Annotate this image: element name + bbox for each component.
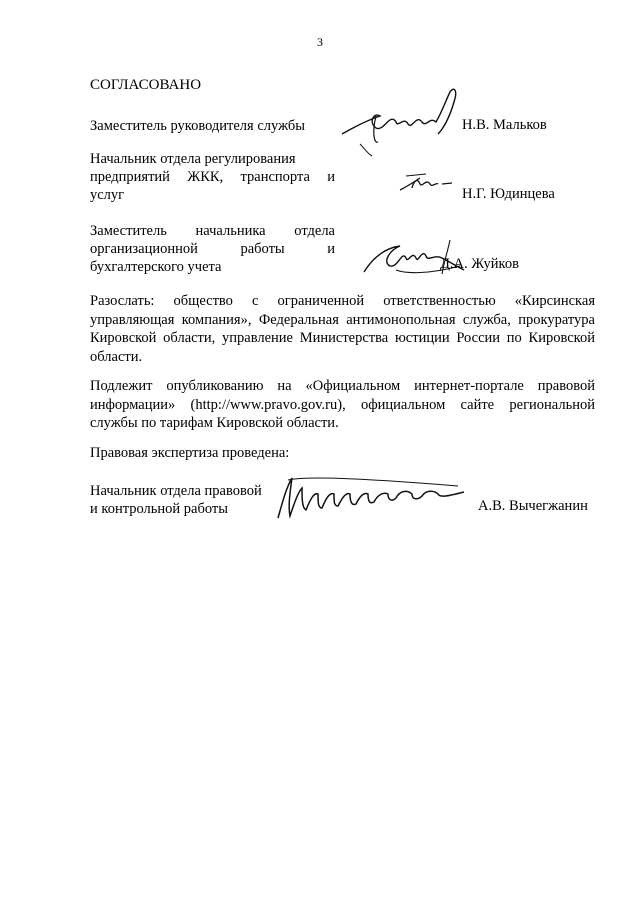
legal-signer-position: [90, 482, 262, 518]
page-number: 3: [317, 35, 323, 49]
approver-1-name: Н.В. Мальков: [462, 117, 547, 133]
legal-signer-position-line: Начальник отдела правовой: [90, 483, 262, 499]
approver-3-position-line: бухгалтерского учета: [90, 259, 222, 275]
approver-2-position-line: предприятий ЖКК, транспорта и: [90, 169, 335, 185]
approver-2-name: Н.Г. Юдинцева: [462, 186, 555, 202]
approver-2-position-line: Начальник отдела регулирования: [90, 151, 296, 167]
publication-paragraph: Подлежит опубликованию на «Официальном интернет-портале правовой информации» (http://www.pravo.gov.ru), официальном сайте региональной службы по тарифам Кировской области.: [90, 378, 595, 431]
approver-3-position: [90, 222, 335, 276]
approver-2-position: [90, 150, 335, 204]
approver-3-name: Д.А. Жуйков: [440, 256, 519, 272]
approver-3-position-line: организационной работы и: [90, 241, 335, 257]
legal-signer-name: А.В. Вычегжанин: [478, 498, 588, 514]
legal-signer-position-line: и контрольной работы: [90, 501, 228, 517]
signature-malkov: [338, 82, 468, 162]
agreed-heading: СОГЛАСОВАНО: [90, 77, 202, 93]
approver-2-position-line: услуг: [90, 187, 125, 203]
signature-vychegzhanin: [268, 470, 468, 525]
approver-1-position-line: Заместитель руководителя службы: [90, 118, 306, 134]
legal-review-note: Правовая экспертиза проведена:: [90, 445, 290, 461]
approver-1-position: [90, 117, 350, 135]
distribution-paragraph: Разослать: общество с ограниченной ответственностью «Кирсинская управляющая компания», Федеральная антимонопольная служба, прокуратура Кировской области, управление Министерства юстиции России по Кировской области.: [90, 293, 595, 365]
approver-3-position-line: Заместитель начальника отдела: [90, 223, 335, 239]
signature-yudintseva: [396, 168, 456, 198]
